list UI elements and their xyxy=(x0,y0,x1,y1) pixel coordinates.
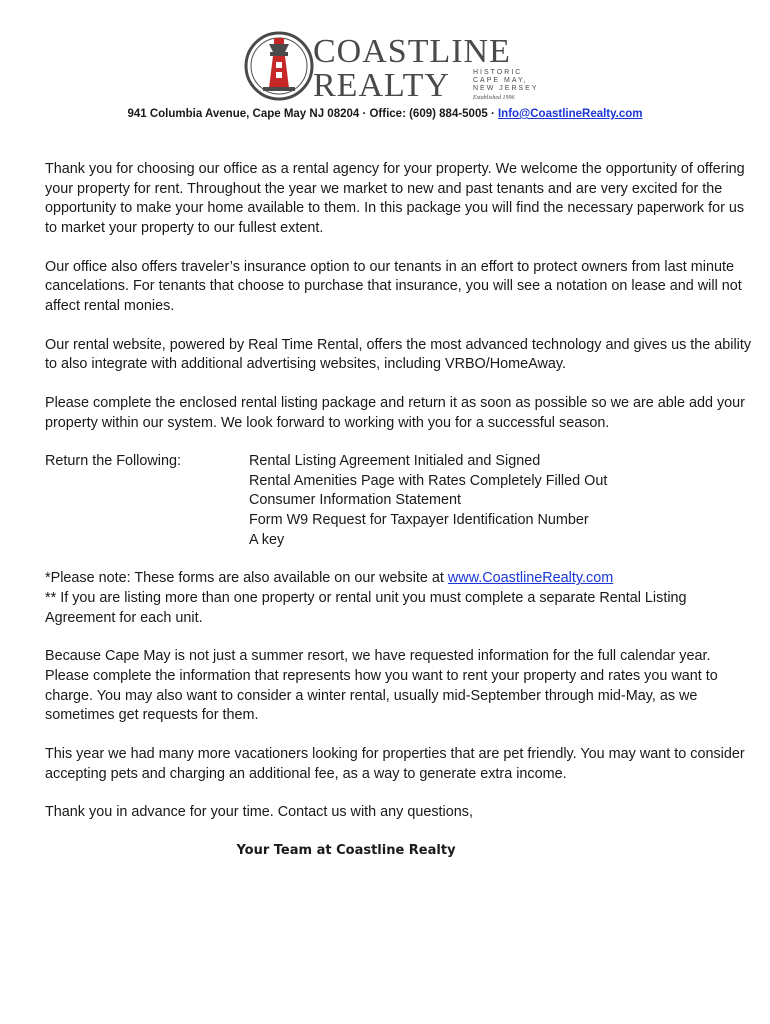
paragraph-calendar: Because Cape May is not just a summer resort, we have requested information for the full calendar year. Please complete the information that represents how you want to rent your property and rates you want to charge. You may also want to consider a winter rental, usually mid-September through mid-May, as we sometimes get requests for them. xyxy=(45,648,718,724)
signoff: Your Team at Coastline Realty xyxy=(236,843,456,858)
note-multiple-units: ** If you are listing more than one property or rental unit you must complete a separate Rental Listing Agreement for each unit. xyxy=(45,590,687,626)
paragraph-website: Our rental website, powered by Real Time Rental, offers the most advanced technology and gives us the ability to also integrate with additional advertising websites, including VRBO/HomeAway. xyxy=(45,336,752,373)
return-label: Return the Following: xyxy=(45,453,181,470)
logo-established: Established 1996 xyxy=(473,95,515,101)
return-item: Form W9 Request for Taxpayer Identification Number xyxy=(249,512,589,529)
paragraph-pets: This year we had many more vacationers looking for properties that are pet friendly. You may want to consider accepting pets and charging an additional fee, as a way to generate extra income. xyxy=(45,745,745,782)
paragraph-thanks: Thank you in advance for your time. Contact us with any questions, xyxy=(45,804,473,821)
return-item: Rental Amenities Page with Rates Completely Filled Out xyxy=(249,472,608,489)
logo-tagline-2: CAPE MAY, xyxy=(473,77,528,84)
coastline-realty-logo xyxy=(243,30,553,102)
note-website xyxy=(45,569,755,589)
logo-tagline-1: HISTORIC xyxy=(473,69,523,76)
paragraph-complete-package: Please complete the enclosed rental listing package and return it as soon as possible so we are able add your property within our system. We look forward to working with you for a successful season. xyxy=(45,394,745,431)
logo-tagline-3: NEW JERSEY xyxy=(473,85,539,92)
notes xyxy=(45,569,755,628)
note-website-text: *Please note: These forms are also available on our website at xyxy=(45,570,448,587)
paragraph-insurance: Our office also offers traveler’s insurance option to our tenants in an effort to protect owners from last minute cancelations. For tenants that choose to purchase that insurance, you will see a notation on lease and will not affect rental monies. xyxy=(45,258,742,314)
return-list xyxy=(45,452,755,550)
paragraph-intro: Thank you for choosing our office as a rental agency for your property. We welcome the opportunity of offering your property for rent. Throughout the year we market to new and past tenants and are very excited for the opportunity to make your home available to them. In this package you will find the necessary paperwork for us to market your property to our fullest extent. xyxy=(45,161,745,236)
lighthouse-logo-icon xyxy=(243,30,553,102)
return-item: Rental Listing Agreement Initialed and Signed xyxy=(249,453,541,470)
contact-address: 941 Columbia Avenue, Cape May NJ 08204 · Office: (609) 884-5005 · xyxy=(127,108,498,120)
return-items xyxy=(249,452,607,550)
contact-line xyxy=(0,108,770,120)
logo-line2: REALTY xyxy=(313,67,450,102)
logo-line1: COASTLINE xyxy=(313,33,511,70)
letter-body xyxy=(45,160,755,842)
return-item: Consumer Information Statement xyxy=(249,492,461,509)
email-link[interactable]: Info@CoastlineRealty.com xyxy=(497,108,643,120)
website-link[interactable]: www.CoastlineRealty.com xyxy=(447,570,614,587)
return-item: A key xyxy=(249,531,285,548)
